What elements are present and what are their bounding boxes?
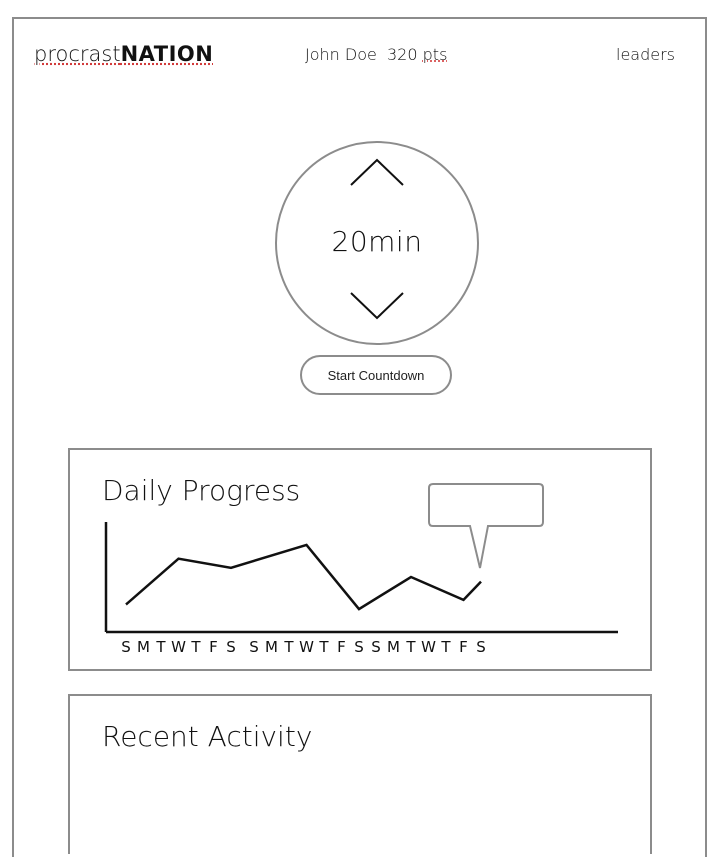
x-tick-label: W xyxy=(171,638,186,656)
recent-activity-title: Recent Activity xyxy=(102,720,313,753)
user-summary xyxy=(305,45,447,64)
x-tick-label: T xyxy=(319,638,329,656)
x-tick-label: F xyxy=(209,638,218,656)
start-countdown-button[interactable]: Start Countdown xyxy=(300,355,452,395)
x-tick-label: S xyxy=(354,638,364,656)
progress-chart xyxy=(70,450,650,669)
x-tick-label: T xyxy=(441,638,451,656)
points-unit: pts xyxy=(422,45,448,64)
x-tick-label: W xyxy=(299,638,314,656)
x-tick-label: W xyxy=(421,638,436,656)
points-value: 320 xyxy=(387,45,418,64)
x-tick-label: T xyxy=(191,638,201,656)
timer-value: 20min xyxy=(331,225,423,258)
x-tick-label: M xyxy=(387,638,400,656)
daily-progress-panel xyxy=(68,448,652,671)
x-tick-label: T xyxy=(406,638,416,656)
x-tick-label: M xyxy=(265,638,278,656)
chart-tooltip-bubble xyxy=(429,484,543,568)
logo-bold: NATION xyxy=(120,42,214,66)
x-tick-label: T xyxy=(156,638,166,656)
x-tick-label: T xyxy=(284,638,294,656)
daily-progress-title: Daily Progress xyxy=(102,474,301,507)
app-logo[interactable] xyxy=(34,44,213,65)
x-tick-label: M xyxy=(137,638,150,656)
chevron-down-icon[interactable] xyxy=(349,291,405,321)
x-tick-label: F xyxy=(337,638,346,656)
x-tick-label: S xyxy=(371,638,381,656)
x-tick-label: S xyxy=(226,638,236,656)
recent-activity-panel xyxy=(68,694,652,854)
x-tick-label: F xyxy=(459,638,468,656)
x-tick-label: S xyxy=(121,638,131,656)
progress-series-line xyxy=(126,545,481,609)
leaders-link[interactable]: leaders xyxy=(616,45,676,64)
user-name: John Doe xyxy=(305,45,377,64)
chevron-up-icon[interactable] xyxy=(349,157,405,187)
timer-dial xyxy=(275,141,479,345)
x-tick-label: S xyxy=(249,638,259,656)
logo-prefix: procrast xyxy=(34,42,121,66)
x-tick-label: S xyxy=(476,638,486,656)
